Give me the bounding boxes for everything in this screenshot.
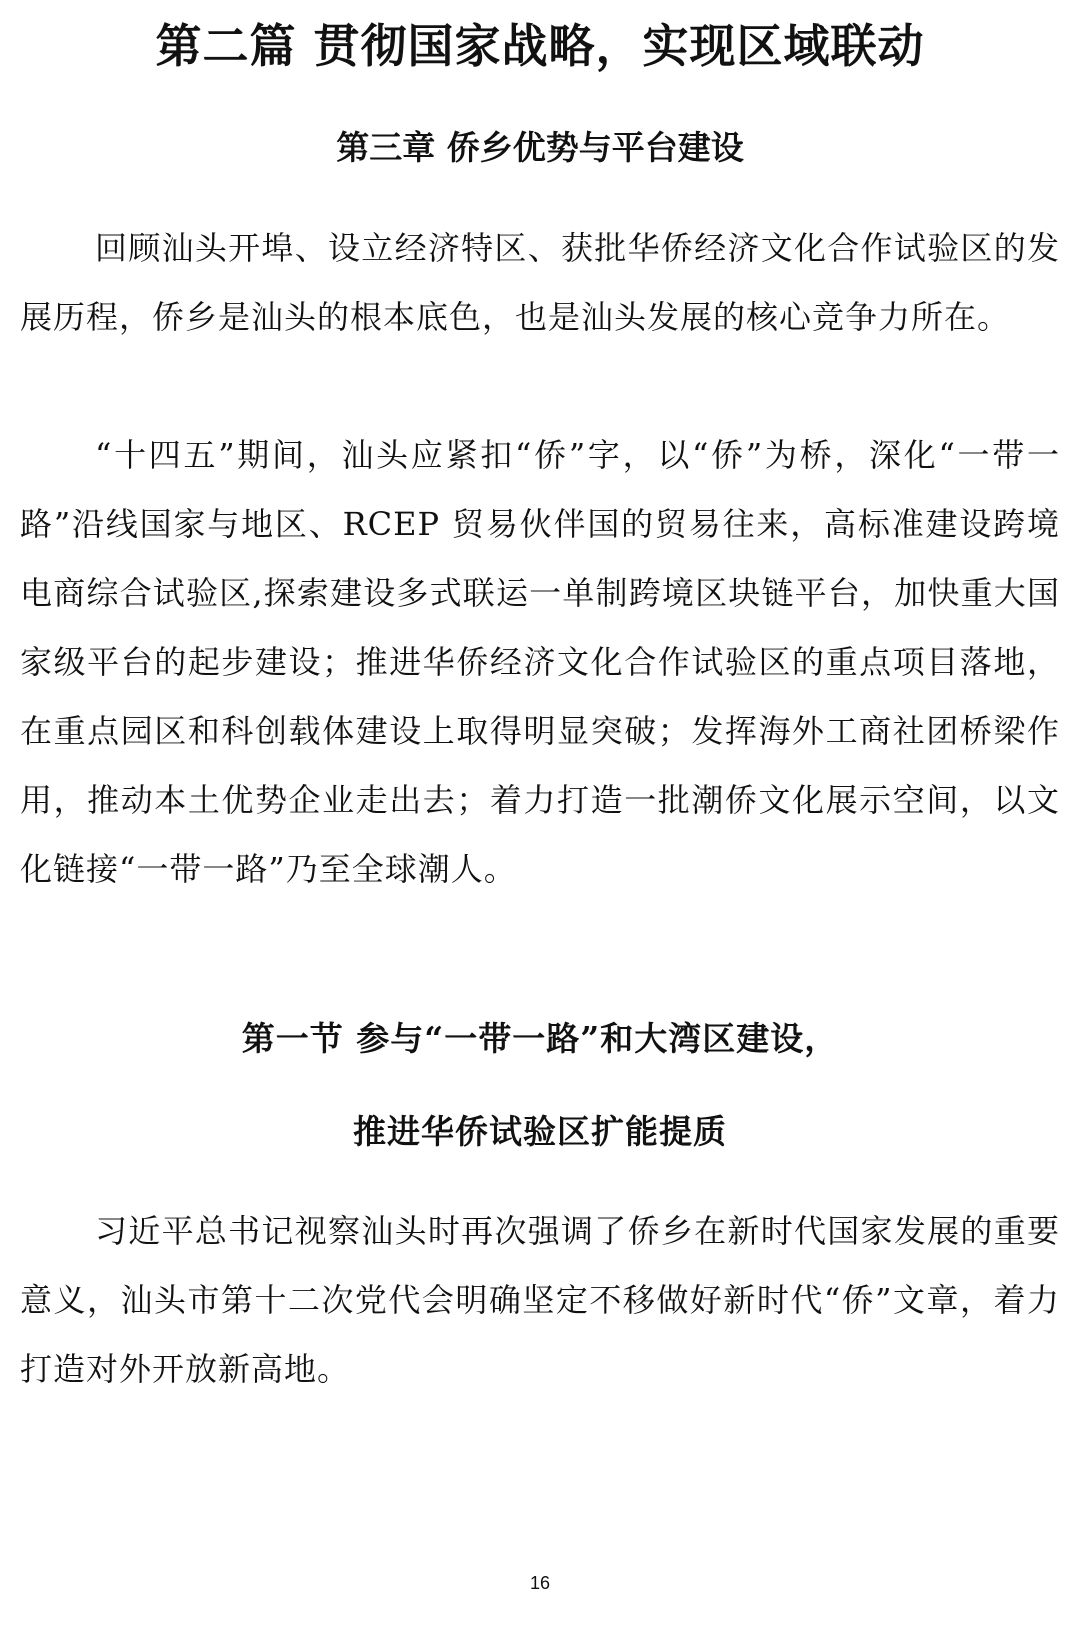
body-paragraph-1: 回顾汕头开埠、设立经济特区、获批华侨经济文化合作试验区的发展历程，侨乡是汕头的根本底色，也是汕头发展的核心竞争力所在。 <box>20 229 1060 336</box>
body-paragraph-3: 习近平总书记视察汕头时再次强调了侨乡在新时代国家发展的重要意义，汕头市第十二次党代会明确坚定不移做好新时代“侨”文章，着力打造对外开放新高地。 <box>20 1212 1060 1388</box>
page-number: 16 <box>529 1573 551 1593</box>
section-title-line-2: 推进华侨试验区扩能提质 <box>353 1112 727 1151</box>
chapter-title: 第三章 侨乡优势与平台建设 <box>336 128 744 167</box>
body-paragraph-2: “十四五”期间，汕头应紧扣“侨”字，以“侨”为桥，深化“一带一路”沿线国家与地区、RCEP 贸易伙伴国的贸易往来，高标准建设跨境电商综合试验区,探索建设多式联运一单制跨境区块链平台，加快重大国家级平台的起步建设；推进华侨经济文化合作试验区的重点项目落地，在重点园区和科创载体建设上取得明显突破；发挥海外工商社团桥梁作用，推动本土优势企业走出去；着力打造一批潮侨文化展示空间，以文化链接“一带一路”乃至全球潮人。 <box>20 436 1060 888</box>
part-title: 第二篇 贯彻国家战略，实现区域联动 <box>155 19 925 73</box>
section-title-line-1: 第一节 参与“一带一路”和大湾区建设， <box>241 1019 839 1058</box>
